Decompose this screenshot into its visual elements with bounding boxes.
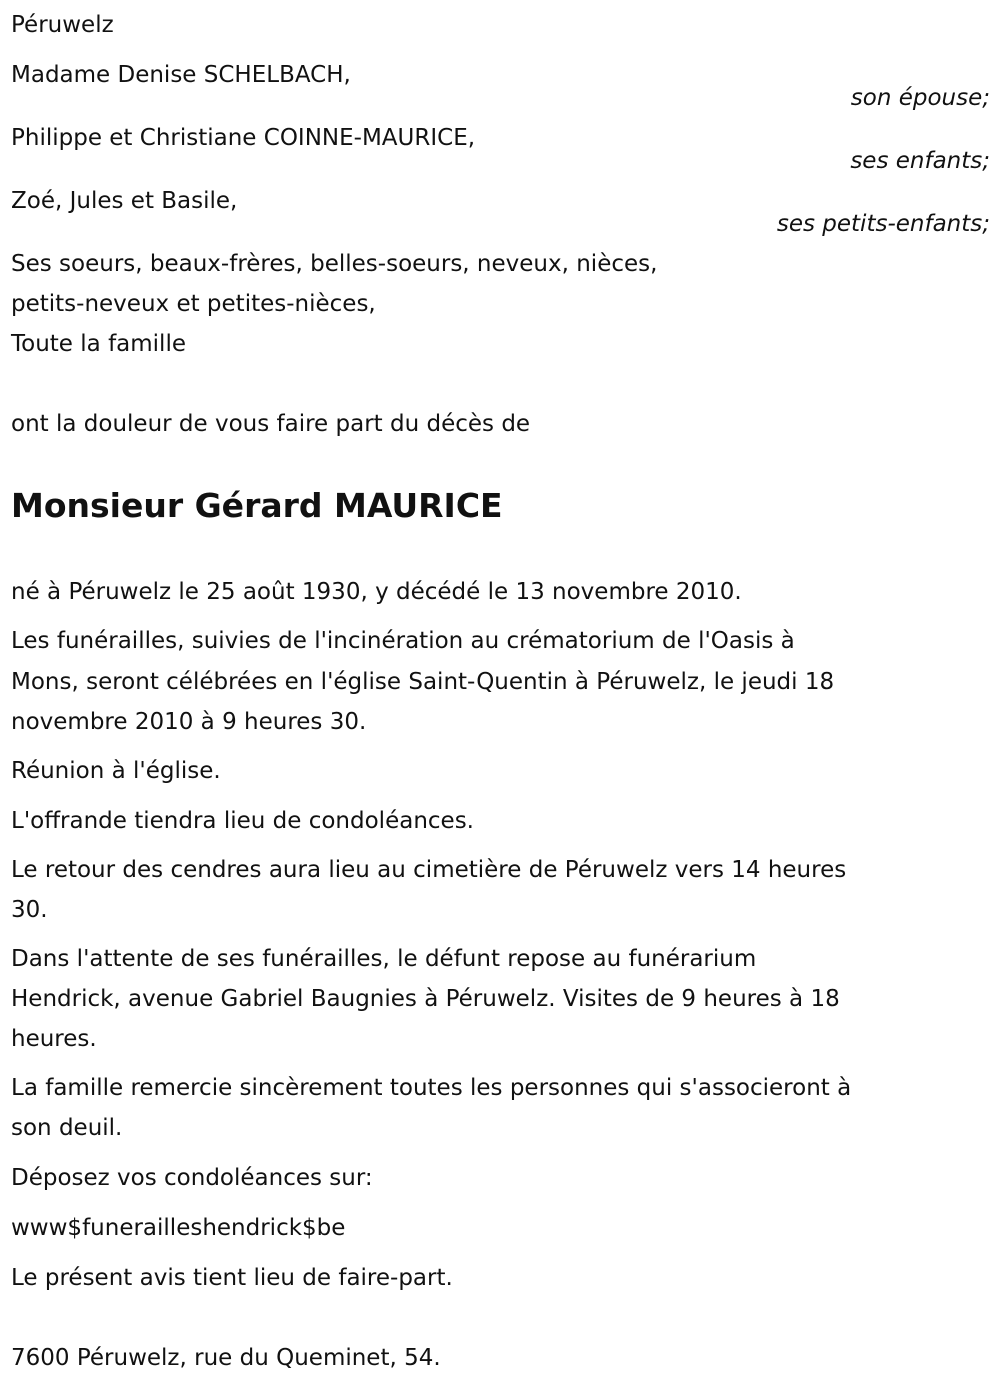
family-relation: ses enfants; [850, 148, 990, 174]
family-name: Philippe et Christiane COINNE-MAURICE, [11, 125, 476, 151]
paragraph-line: heures. [11, 1026, 97, 1052]
paragraph-line: novembre 2010 à 9 heures 30. [11, 709, 367, 735]
paragraph-line: Déposez vos condoléances sur: [11, 1165, 373, 1191]
family-relation: son épouse; [850, 85, 990, 111]
paragraph-line: Réunion à l'église. [11, 758, 221, 784]
town: Péruwelz [11, 12, 114, 38]
paragraph-line: Le présent avis tient lieu de faire-part. [11, 1265, 453, 1291]
paragraph-line: né à Péruwelz le 25 août 1930, y décédé le 13 novembre 2010. [11, 579, 742, 605]
address: 7600 Péruwelz, rue du Queminet, 54. [11, 1345, 441, 1371]
announcement: ont la douleur de vous faire part du décès de [11, 411, 531, 437]
family-relation: ses petits-enfants; [776, 211, 990, 237]
paragraph-line: 30. [11, 897, 48, 923]
extended-family-line: Toute la famille [11, 331, 186, 357]
paragraph-line: Hendrick, avenue Gabriel Baugnies à Péruwelz. Visites de 9 heures à 18 [11, 986, 840, 1012]
family-name: Zoé, Jules et Basile, [11, 188, 238, 214]
paragraph-line: Dans l'attente de ses funérailles, le défunt repose au funérarium [11, 946, 757, 972]
paragraph-line: La famille remercie sincèrement toutes les personnes qui s'associeront à [11, 1075, 852, 1101]
extended-family-line: Ses soeurs, beaux-frères, belles-soeurs, neveux, nièces, [11, 251, 658, 277]
paragraph-line: Les funérailles, suivies de l'incinération au crématorium de l'Oasis à [11, 628, 795, 654]
paragraph-line: son deuil. [11, 1115, 123, 1141]
paragraph-line: Mons, seront célébrées en l'église Saint-Quentin à Péruwelz, le jeudi 18 [11, 669, 835, 695]
condolences-url: www$funerailleshendrick$be [11, 1215, 346, 1241]
paragraph-line: Le retour des cendres aura lieu au cimetière de Péruwelz vers 14 heures [11, 857, 847, 883]
paragraph-line: L'offrande tiendra lieu de condoléances. [11, 808, 474, 834]
family-name: Madame Denise SCHELBACH, [11, 62, 351, 88]
deceased-name: Monsieur Gérard MAURICE [11, 486, 503, 525]
extended-family-line: petits-neveux et petites-nièces, [11, 291, 376, 317]
